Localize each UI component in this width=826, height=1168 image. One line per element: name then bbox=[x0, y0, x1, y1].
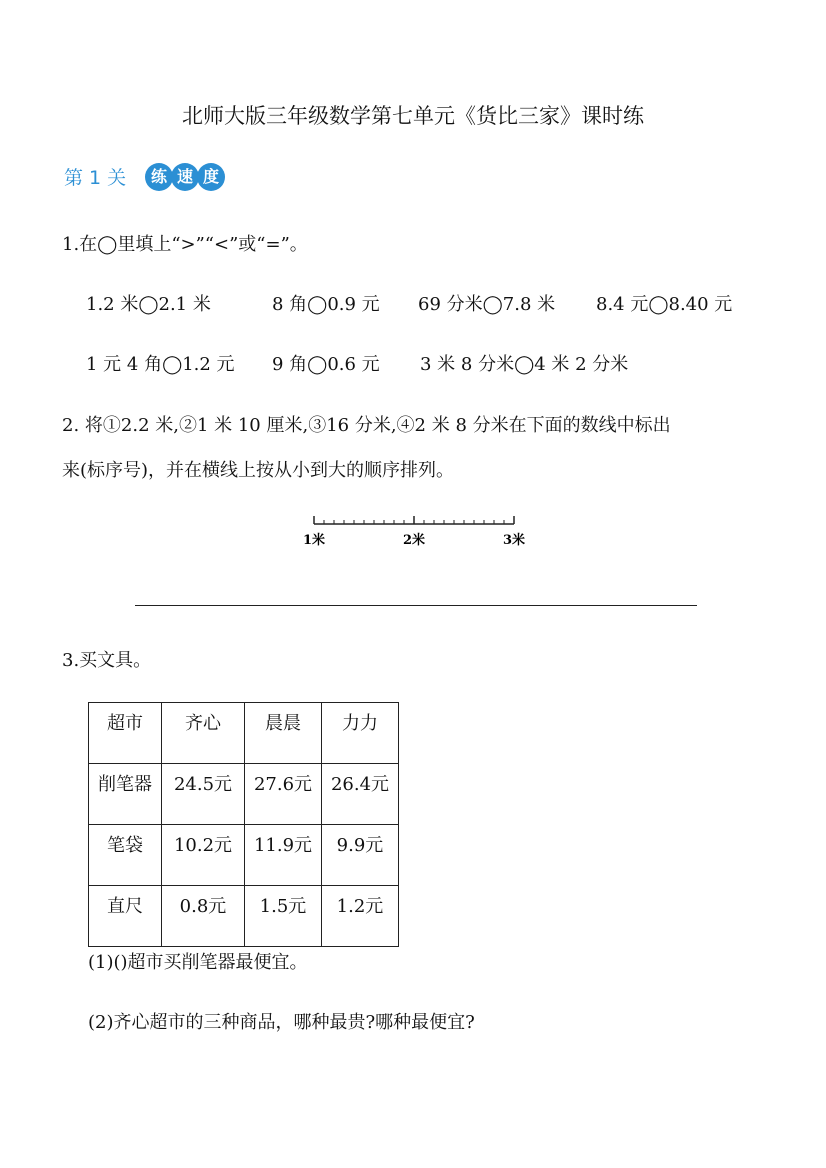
table-cell: 26.4元 bbox=[322, 764, 399, 825]
number-line-label-2: 2米 bbox=[402, 533, 426, 548]
number-line-label-1: 1米 bbox=[302, 533, 326, 548]
table-row bbox=[89, 825, 399, 886]
comparison-item: 69 分米◯7.8 米 bbox=[418, 294, 556, 315]
badge-char: 度 bbox=[197, 163, 225, 191]
question-2-line-1: 2. 将①2.2 米,②1 米 10 厘米,③16 分米,④2 米 8 分米在下面的数线中标出 bbox=[62, 415, 671, 436]
question-3-sub-1: (1)()超市买削笔器最便宜。 bbox=[88, 952, 308, 973]
table-row bbox=[89, 886, 399, 947]
table-cell: 0.8元 bbox=[162, 886, 245, 947]
table-header-row bbox=[89, 703, 399, 764]
comparison-item: 8.4 元◯8.40 元 bbox=[596, 294, 733, 315]
price-table bbox=[88, 702, 399, 947]
comparison-item: 1.2 米◯2.1 米 bbox=[86, 294, 211, 315]
question-3-prompt: 3.买文具。 bbox=[62, 650, 152, 671]
comparison-item: 9 角◯0.6 元 bbox=[272, 354, 380, 375]
table-row bbox=[89, 764, 399, 825]
level-label: 第 1 关 bbox=[64, 167, 127, 189]
number-line bbox=[300, 508, 530, 554]
number-line-ticks bbox=[314, 516, 514, 524]
table-header-cell: 力力 bbox=[322, 703, 399, 764]
table-cell: 11.9元 bbox=[245, 825, 322, 886]
comparison-item: 1 元 4 角◯1.2 元 bbox=[86, 354, 235, 375]
table-cell: 1.2元 bbox=[322, 886, 399, 947]
table-cell: 1.5元 bbox=[245, 886, 322, 947]
table-cell: 10.2元 bbox=[162, 825, 245, 886]
table-header-cell: 超市 bbox=[89, 703, 162, 764]
table-cell: 直尺 bbox=[89, 886, 162, 947]
table-header-cell: 晨晨 bbox=[245, 703, 322, 764]
table-cell: 9.9元 bbox=[322, 825, 399, 886]
question-1-prompt: 1.在◯里填上“>”“<”或“=”。 bbox=[62, 234, 308, 255]
table-cell: 24.5元 bbox=[162, 764, 245, 825]
answer-line[interactable] bbox=[135, 605, 697, 606]
question-3-sub-2: (2)齐心超市的三种商品，哪种最贵?哪种最便宜? bbox=[88, 1012, 475, 1033]
table-cell: 笔袋 bbox=[89, 825, 162, 886]
level-badges bbox=[145, 163, 223, 191]
table-cell: 削笔器 bbox=[89, 764, 162, 825]
comparison-item: 3 米 8 分米◯4 米 2 分米 bbox=[420, 354, 629, 375]
table-header-cell: 齐心 bbox=[162, 703, 245, 764]
table-cell: 27.6元 bbox=[245, 764, 322, 825]
badge-char: 速 bbox=[171, 163, 199, 191]
page-title: 北师大版三年级数学第七单元《货比三家》课时练 bbox=[182, 104, 644, 128]
badge-char: 练 bbox=[145, 163, 173, 191]
number-line-label-3: 3米 bbox=[502, 533, 526, 548]
comparison-item: 8 角◯0.9 元 bbox=[272, 294, 380, 315]
question-2-line-2: 来(标序号)，并在横线上按从小到大的顺序排列。 bbox=[62, 460, 455, 481]
